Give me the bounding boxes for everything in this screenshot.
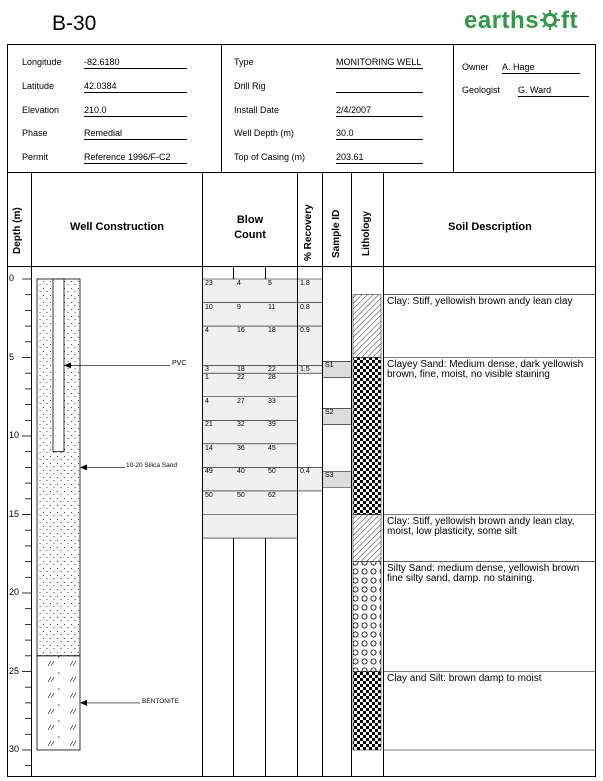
depth-tick-label: 30 <box>9 744 20 754</box>
bentonite-label: BENTONITE <box>142 697 180 705</box>
blow-count-value: 1 <box>205 374 209 382</box>
header-field-label: Latitude <box>22 81 55 91</box>
blow-count-value: 40 <box>237 468 245 476</box>
pvc-casing <box>53 279 64 452</box>
blow-count-value: 16 <box>237 327 245 335</box>
depth-tick-label: 10 <box>9 430 20 440</box>
lithology-unit <box>353 358 381 515</box>
header-field-value: 30.0 <box>336 128 423 140</box>
recovery-value: 0.9 <box>300 327 310 335</box>
sample-id: S1 <box>325 362 334 370</box>
soil-description: Silty Sand: medium dense, yellowish brown fine silty sand, damp. no staining. <box>387 562 580 585</box>
recovery-value: 0.8 <box>300 303 310 311</box>
header-field-value: 203.61 <box>336 152 423 164</box>
header-field-value: -82.6180 <box>84 57 187 69</box>
blow-count-value: 18 <box>268 327 276 335</box>
blow-count-shading <box>203 279 297 538</box>
header-field-label: Geologist <box>462 85 501 95</box>
soil-description: Clay: Stiff, yellowish brown andy lean clay <box>387 295 573 307</box>
earthsoft-logo: earths ft <box>464 7 579 34</box>
depth-tick-label: 25 <box>9 665 20 676</box>
blow-count-value: 14 <box>205 444 213 452</box>
header-field-label: Well Depth (m) <box>234 128 294 138</box>
header-field-label: Permit <box>22 152 49 162</box>
recovery-value: 1.5 <box>300 366 310 374</box>
depth-column-header: Depth (m) <box>12 207 23 254</box>
soil-description: Clay: Stiff, yellowish brown andy lean clay, moist, low plasticity, some silt <box>387 515 575 537</box>
blow-count-value: 23 <box>205 280 213 287</box>
header-field-value: A. Hage <box>502 62 580 74</box>
header-field-value: 210.0 <box>84 105 187 117</box>
sample-id: S3 <box>325 472 334 480</box>
header-field-value: 42.0384 <box>84 81 187 93</box>
blow-count-value: 10 <box>205 303 213 311</box>
header-field-label: Type <box>234 57 254 67</box>
soil-description-header: Soil Description <box>448 221 532 233</box>
recovery-value: 1.8 <box>300 280 310 287</box>
blow-count-value: 4 <box>205 397 209 405</box>
blow-count-value: 28 <box>268 374 276 382</box>
blow-count-value: 27 <box>237 397 245 405</box>
depth-tick-label: 5 <box>9 351 15 362</box>
header-field-label: Top of Casing (m) <box>234 152 306 162</box>
recovery-value: 0.4 <box>300 468 310 476</box>
soil-description: Clay and Silt: brown damp to moist <box>387 672 542 684</box>
soil-description: Clayey Sand: Medium dense, dark yellowish brown, fine, moist, no visible staining <box>387 358 584 380</box>
blow-count-value: 36 <box>237 444 245 452</box>
blow-count-value: 49 <box>205 468 213 476</box>
header-field-value: Reference 1996/F-C2 <box>84 152 187 164</box>
blow-count-value: 33 <box>268 397 276 405</box>
lithology-unit <box>353 295 381 358</box>
blow-count-value: 22 <box>268 366 276 374</box>
bentonite-seal <box>37 656 80 750</box>
log-title: B-30 <box>52 12 97 35</box>
blow-count-value: 11 <box>268 303 276 311</box>
recovery-header: % Recovery <box>303 204 314 261</box>
blow-count-value: 18 <box>237 366 245 374</box>
header-field-value: Remedial <box>84 128 187 140</box>
sample-id: S2 <box>325 409 334 417</box>
pvc-label: PVC <box>172 360 187 368</box>
lithology-unit <box>353 562 381 672</box>
bentonite-leader-arrow <box>80 700 87 706</box>
header-field-label: Drill Rig <box>234 81 266 91</box>
blow-count-value: 4 <box>237 280 241 287</box>
blow-count-value: 3 <box>205 366 209 374</box>
header-field-label: Longitude <box>22 57 62 67</box>
blow-count-value: 39 <box>268 421 276 429</box>
header-field-label: Owner <box>462 62 489 72</box>
sand-leader-arrow <box>80 464 87 470</box>
blow-count-value: 4 <box>205 327 209 335</box>
blow-count-value: 50 <box>205 491 213 499</box>
blow-count-value: 21 <box>205 421 213 429</box>
depth-tick-label: 15 <box>9 508 20 519</box>
header-field-label: Phase <box>22 128 48 138</box>
depth-tick-label: 20 <box>9 587 20 597</box>
lithology-unit <box>353 672 381 751</box>
header-field-value <box>336 81 423 93</box>
header-field-value: MONITORING WELL <box>336 57 422 67</box>
blow-count-value: 5 <box>268 280 272 287</box>
header-field-value: 2/4/2007 <box>336 105 423 117</box>
header-field-value: G. Ward <box>518 85 589 97</box>
blow-count-value: 50 <box>268 468 276 476</box>
blow-count-header: Blow Count <box>234 214 266 241</box>
blow-count-value: 45 <box>268 444 276 452</box>
header-field-label: Elevation <box>22 105 60 115</box>
lithology-unit <box>353 515 381 562</box>
silica-sand-label: 10-20 Silica Sand <box>126 462 177 470</box>
blow-count-value: 62 <box>268 491 276 499</box>
sample-id-header: Sample ID <box>331 209 342 258</box>
header-field-label: Install Date <box>234 105 280 115</box>
lithology-header: Lithology <box>361 211 372 256</box>
blow-count-value: 50 <box>237 491 245 499</box>
blow-count-value: 32 <box>237 421 245 429</box>
blow-count-value: 22 <box>237 374 245 382</box>
well-construction-header: Well Construction <box>70 221 164 233</box>
blow-count-value: 9 <box>237 303 241 311</box>
depth-tick-label: 0 <box>9 273 15 283</box>
